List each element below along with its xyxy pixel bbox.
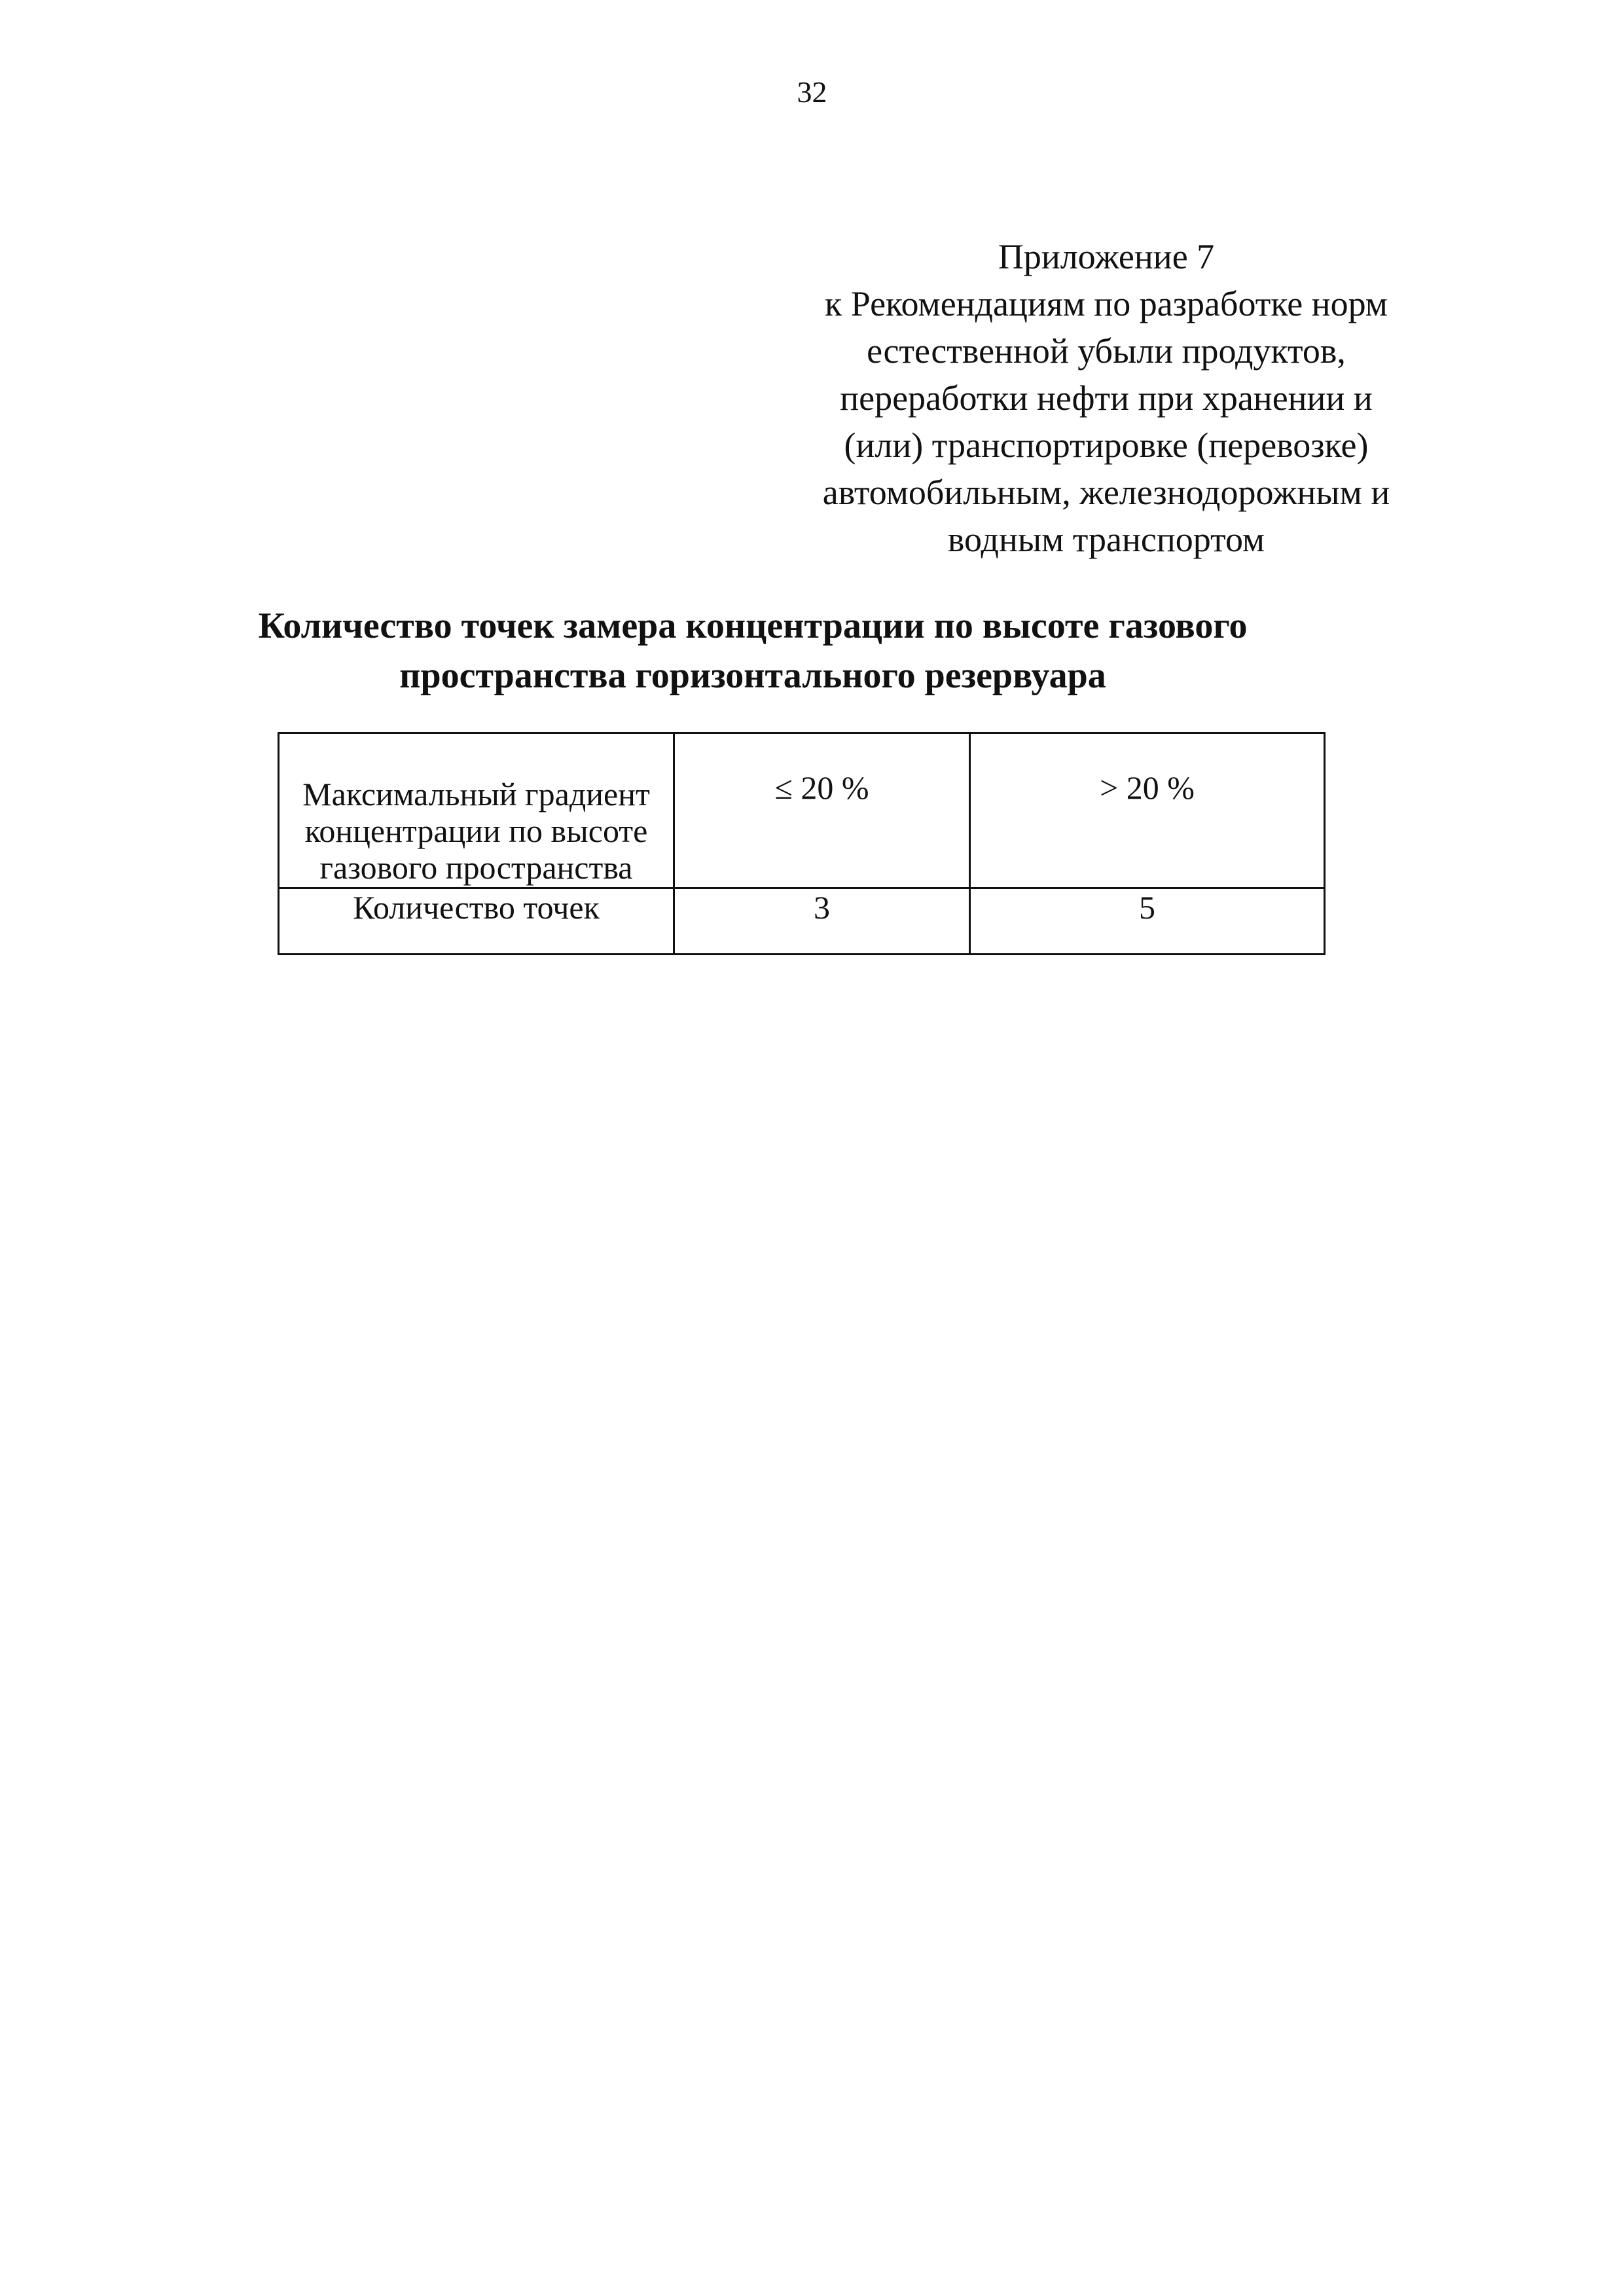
table-header-label-line: газового пространства: [319, 849, 633, 886]
appendix-reference: [759, 233, 1453, 563]
appendix-title: Приложение 7: [998, 237, 1215, 276]
measurement-points-table: [278, 732, 1326, 955]
table-header-label-line: Максимальный градиент: [302, 776, 650, 812]
table-header-row: [279, 733, 1325, 888]
document-title-line: пространства горизонтального резервуара: [399, 655, 1106, 696]
table-cell: 3: [674, 888, 970, 955]
table-column-header: > 20 %: [970, 733, 1325, 888]
table-row: [279, 888, 1325, 955]
appendix-line: к Рекомендациям по разработке норм: [825, 284, 1388, 323]
appendix-line: водным транспортом: [947, 520, 1265, 559]
appendix-line: (или) транспортировке (перевозке): [844, 426, 1369, 465]
table-header-label-line: концентрации по высоте: [304, 812, 648, 849]
table-header-label-cell: [279, 733, 674, 888]
table-column-header: ≤ 20 %: [674, 733, 970, 888]
page-number: 32: [797, 75, 827, 109]
appendix-line: естественной убыли продуктов,: [867, 331, 1346, 371]
table-row-label: Количество точек: [279, 888, 674, 955]
document-title: [216, 601, 1290, 701]
appendix-line: переработки нефти при хранении и: [840, 378, 1373, 418]
document-title-line: Количество точек замера концентрации по высоте газового: [258, 606, 1248, 646]
appendix-line: автомобильным, железнодорожным и: [822, 473, 1390, 512]
table-cell: 5: [970, 888, 1325, 955]
